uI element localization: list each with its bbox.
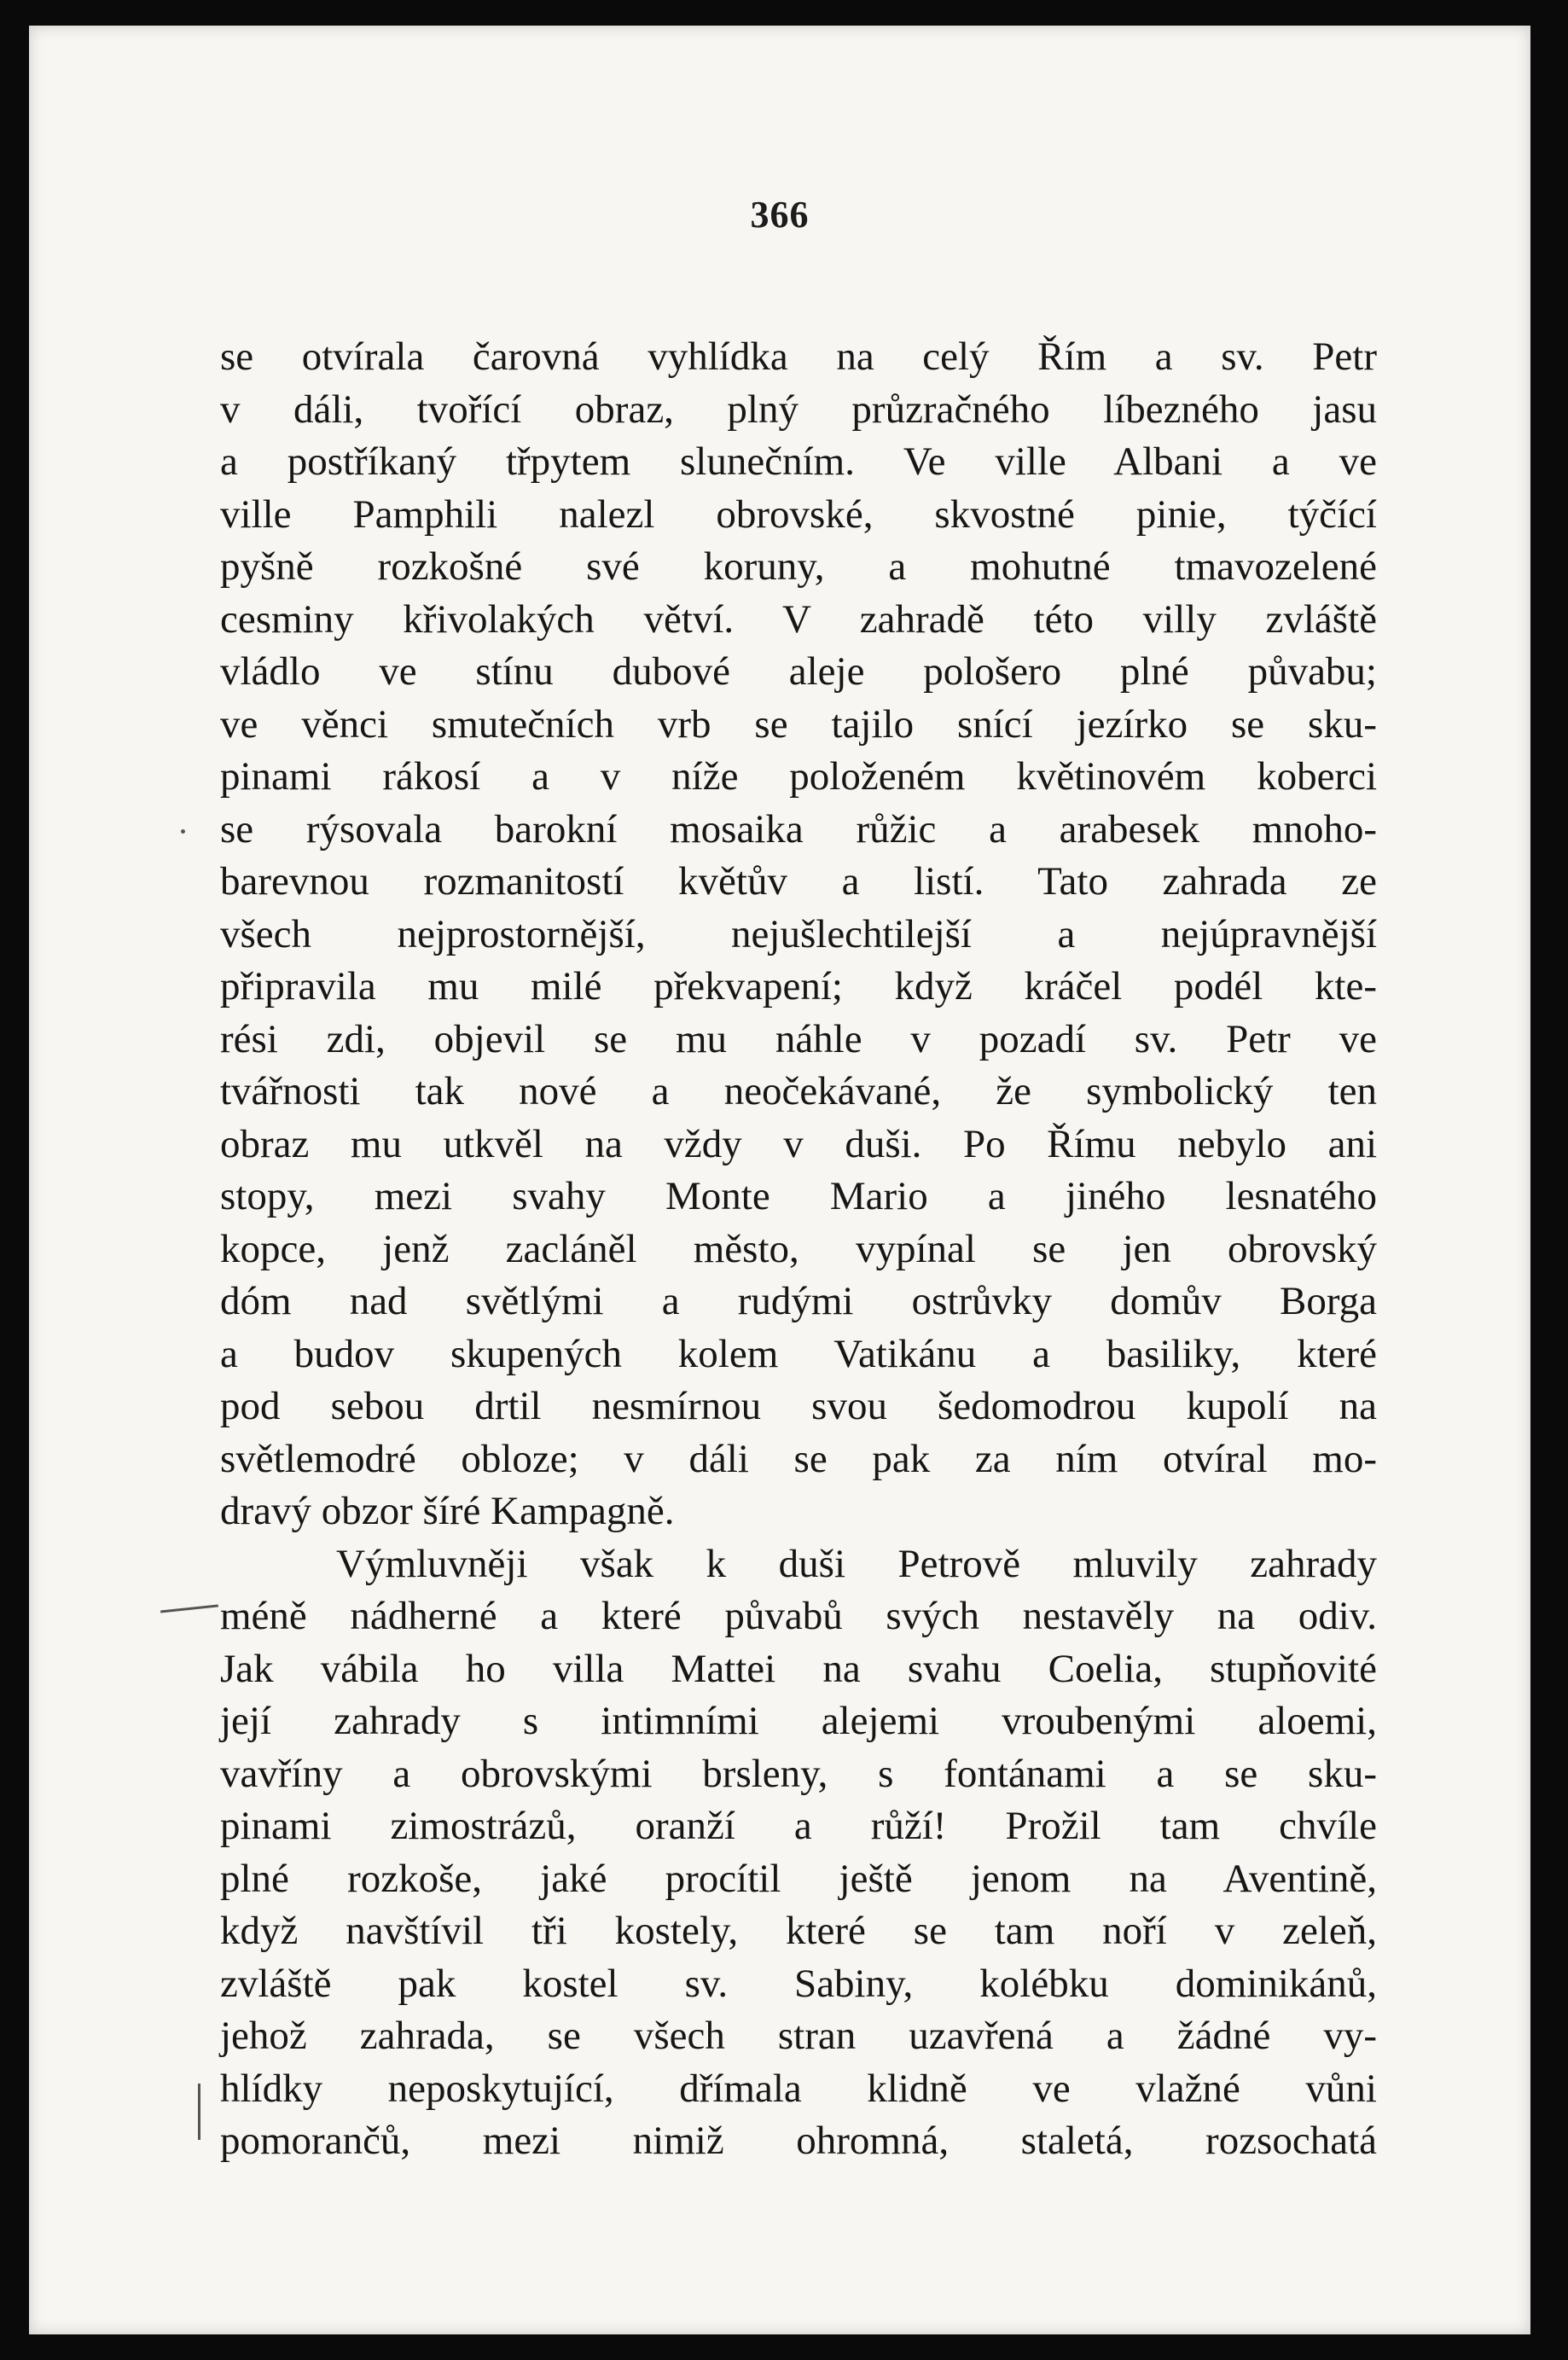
paragraph-start-line: Výmluvněji však k duši Petrově mluvily zahrady <box>336 1541 1377 1586</box>
text-line: hlídky neposkytující, dřímala klidně ve vlažné vůni <box>220 2066 1377 2111</box>
text-line: ve věnci smutečních vrb se tajilo snící jezírko se sku- <box>220 701 1377 747</box>
text-line: barevnou rozmanitostí květův a listí. Tato zahrada ze <box>220 859 1377 904</box>
text-line: ville Pamphili nalezl obrovské, skvostné pinie, týčící <box>220 491 1377 537</box>
page-number: 366 <box>750 194 810 235</box>
text-line: obraz mu utkvěl na vždy v duši. Po Římu nebylo ani <box>220 1121 1377 1166</box>
text-line: cesminy křivolakých větví. V zahradě této villy zvláště <box>220 596 1377 642</box>
text-line: zvláště pak kostel sv. Sabiny, kolébku dominikánů, <box>220 1961 1377 2006</box>
text-line: tvářnosti tak nové a neočekávané, že symbolický ten <box>220 1069 1377 1113</box>
text-line: pomorančů, mezi nimiž ohromná, staletá, rozsochatá <box>220 2119 1377 2163</box>
margin-tick-mark <box>160 1604 218 1613</box>
text-line: stopy, mezi svahy Monte Mario a jiného lesnatého <box>220 1174 1377 1218</box>
text-line: vládlo ve stínu dubové aleje pološero plné půvabu; <box>220 649 1377 694</box>
text-line: se otvírala čarovná vyhlídka na celý Řím a sv. Petr <box>220 334 1377 379</box>
margin-bracket-mark <box>198 2084 200 2140</box>
text-line: pod sebou drtil nesmírnou svou šedomodrou kupolí na <box>220 1384 1377 1428</box>
body-text <box>220 331 1377 2168</box>
text-line: pyšně rozkošné své koruny, a mohutné tmavozelené <box>220 544 1377 589</box>
text-line: pinami zimostrázů, oranží a růží! Prožil tam chvíle <box>220 1804 1377 1848</box>
text-line: připravila mu milé překvapení; když kráčel podél kte- <box>220 964 1377 1009</box>
book-page <box>29 26 1530 2334</box>
text-line: všech nejprostornější, nejušlechtilejší a nejúpravnější <box>220 911 1377 956</box>
paragraph-end-line: dravý obzor šíré Kampagně. <box>220 1489 675 1533</box>
text-line: méně nádherné a které půvabů svých nestavěly na odiv. <box>220 1594 1377 1638</box>
text-line: když navštívil tři kostely, které se tam noří v zeleň, <box>220 1909 1377 1953</box>
text-line: plné rozkoše, jaké procítil ještě jenom na Aventině, <box>220 1856 1377 1901</box>
text-line: jehož zahrada, se všech stran uzavřená a žádné vy- <box>220 2014 1377 2058</box>
text-line: vavříny a obrovskými brsleny, s fontánami a se sku- <box>220 1751 1377 1796</box>
margin-dot-mark <box>181 829 185 834</box>
text-line: a budov skupených kolem Vatikánu a basiliky, které <box>220 1331 1377 1376</box>
text-line: rési zdi, objevil se mu náhle v pozadí sv. Petr ve <box>220 1016 1377 1061</box>
text-line: pinami rákosí a v níže položeném květinovém koberci <box>220 754 1377 799</box>
text-line: její zahrady s intimními alejemi vroubenými aloemi, <box>220 1699 1377 1743</box>
text-line: kopce, jenž zacláněl město, vypínal se jen obrovský <box>220 1226 1377 1271</box>
text-line: v dáli, tvořící obraz, plný průzračného líbezného jasu <box>220 387 1377 432</box>
text-line: a postříkaný třpytem slunečním. Ve ville Albani a ve <box>220 439 1377 484</box>
text-line: světlemodré obloze; v dáli se pak za ním otvíral mo- <box>220 1436 1377 1481</box>
text-line: se rýsovala barokní mosaika růžic a arabesek mnoho- <box>220 806 1377 852</box>
text-line: dóm nad světlými a rudými ostrůvky domův Borga <box>220 1279 1377 1323</box>
text-line: Jak vábila ho villa Mattei na svahu Coelia, stupňovité <box>220 1646 1377 1691</box>
